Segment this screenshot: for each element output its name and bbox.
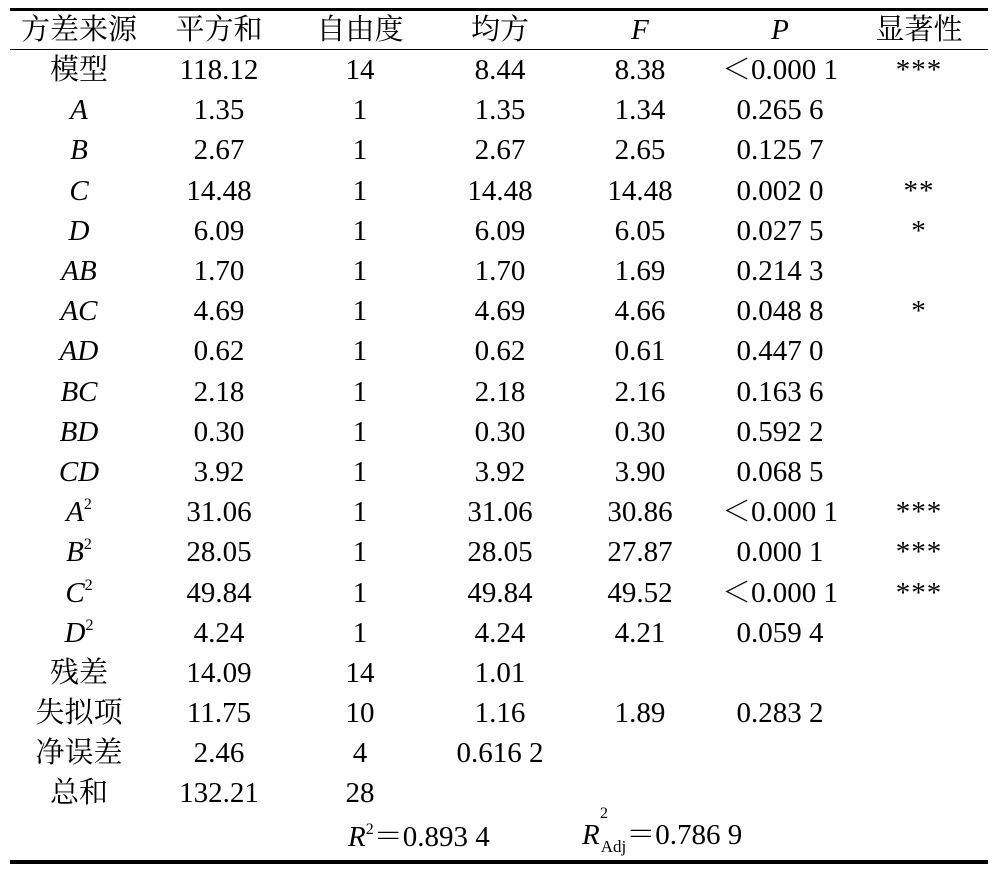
cell-p-value: 0.068 5 <box>736 455 824 488</box>
cell-degrees-of-freedom: 1 <box>352 576 368 609</box>
cell-mean-square: 6.09 <box>474 214 526 247</box>
cell-degrees-of-freedom: 1 <box>352 415 368 448</box>
cell-sum-of-squares: 4.24 <box>193 616 245 649</box>
cell-source <box>10 372 148 412</box>
cell-p-value <box>710 733 850 773</box>
cell-significance <box>850 412 988 452</box>
cell-sum-of-squares: 14.48 <box>186 174 252 207</box>
cell-mean-square: 1.16 <box>474 697 526 730</box>
cell-mean-square: 1.01 <box>474 656 526 689</box>
cell-source <box>10 211 148 251</box>
header-p-value: P <box>710 10 850 50</box>
cell-sum-of-squares: 49.84 <box>186 576 252 609</box>
footer-empty-3 <box>850 814 988 862</box>
cell-f-value <box>570 653 710 693</box>
source-label: D <box>68 214 90 247</box>
source-label: AD <box>59 335 99 368</box>
cell-source <box>10 50 148 91</box>
cell-sum-of-squares: 14.09 <box>186 656 252 689</box>
cell-f-value: 0.61 <box>614 335 666 368</box>
cell-source <box>10 251 148 291</box>
cell-mean-square: 0.62 <box>474 335 526 368</box>
r-adj-symbol: R <box>582 818 600 851</box>
cell-p-value: 0.000 1 <box>736 536 824 569</box>
cell-mean-square: 4.24 <box>474 616 526 649</box>
r-adj-sup: 2 <box>600 804 608 822</box>
table-row <box>10 452 988 492</box>
cell-sum-of-squares: 132.21 <box>179 777 259 810</box>
source-label: 失拟项 <box>35 697 123 730</box>
table-body <box>10 50 988 814</box>
cell-f-value: 8.38 <box>614 54 666 87</box>
cell-sum-of-squares: 0.62 <box>193 335 245 368</box>
table-row <box>10 211 988 251</box>
cell-source <box>10 733 148 773</box>
r-adj-value: ＝0.786 9 <box>626 818 743 851</box>
table-row <box>10 532 988 572</box>
cell-degrees-of-freedom: 1 <box>352 616 368 649</box>
cell-degrees-of-freedom: 1 <box>352 536 368 569</box>
cell-f-value: 6.05 <box>614 214 666 247</box>
source-label: B <box>66 536 84 569</box>
cell-significance: ** <box>903 174 935 207</box>
cell-degrees-of-freedom: 10 <box>345 697 375 730</box>
cell-mean-square: 14.48 <box>467 174 533 207</box>
source-label: D <box>64 616 86 649</box>
cell-significance <box>850 613 988 653</box>
cell-significance <box>850 653 988 693</box>
cell-significance <box>850 372 988 412</box>
cell-degrees-of-freedom: 1 <box>352 455 368 488</box>
cell-degrees-of-freedom: 1 <box>352 134 368 167</box>
header-degrees-of-freedom: 自由度 <box>290 10 430 50</box>
cell-sum-of-squares: 28.05 <box>186 536 252 569</box>
cell-f-value: 1.34 <box>614 94 666 127</box>
cell-f-value: 2.16 <box>614 375 666 408</box>
source-label: AB <box>61 255 97 288</box>
table-row <box>10 171 988 211</box>
cell-sum-of-squares: 6.09 <box>193 214 245 247</box>
r-squared-adjusted <box>570 804 850 862</box>
source-label: BD <box>59 415 99 448</box>
footer-empty-2 <box>148 814 290 862</box>
cell-significance <box>850 733 988 773</box>
cell-significance <box>850 452 988 492</box>
cell-degrees-of-freedom: 1 <box>352 174 368 207</box>
cell-source <box>10 412 148 452</box>
cell-f-value <box>570 773 710 813</box>
cell-mean-square <box>430 773 570 813</box>
cell-degrees-of-freedom: 1 <box>352 94 368 127</box>
cell-mean-square: 4.69 <box>474 295 526 328</box>
source-label: C <box>69 174 89 207</box>
cell-sum-of-squares: 1.35 <box>193 94 245 127</box>
cell-significance <box>850 130 988 170</box>
cell-significance: * <box>911 214 927 247</box>
source-exponent: 2 <box>83 496 92 514</box>
cell-sum-of-squares: 118.12 <box>179 54 259 87</box>
cell-mean-square: 31.06 <box>467 496 533 529</box>
cell-sum-of-squares: 4.69 <box>193 295 245 328</box>
source-label: A <box>66 496 84 529</box>
cell-p-value: 0.027 5 <box>736 214 824 247</box>
cell-f-value: 30.86 <box>607 496 673 529</box>
cell-p-value <box>710 653 850 693</box>
table-row <box>10 50 988 91</box>
cell-mean-square: 1.70 <box>474 255 526 288</box>
cell-source <box>10 653 148 693</box>
cell-source <box>10 572 148 612</box>
source-label: 残差 <box>49 656 108 689</box>
table-row <box>10 130 988 170</box>
cell-p-value: ＜0.000 1 <box>721 496 838 529</box>
cell-significance <box>850 773 988 813</box>
table-row <box>10 412 988 452</box>
cell-source <box>10 532 148 572</box>
cell-source <box>10 331 148 371</box>
cell-f-value: 49.52 <box>607 576 673 609</box>
cell-source <box>10 130 148 170</box>
cell-sum-of-squares: 1.70 <box>193 255 245 288</box>
header-mean-square: 均方 <box>430 10 570 50</box>
cell-p-value: 0.059 4 <box>736 616 824 649</box>
table-row <box>10 90 988 130</box>
cell-f-value: 1.69 <box>614 255 666 288</box>
cell-significance: *** <box>895 576 943 609</box>
cell-p-value: 0.002 0 <box>736 174 824 207</box>
source-label: A <box>70 94 88 127</box>
cell-p-value: 0.125 7 <box>736 134 824 167</box>
cell-significance: *** <box>895 54 943 87</box>
cell-mean-square: 3.92 <box>474 455 526 488</box>
cell-p-value: ＜0.000 1 <box>721 576 838 609</box>
cell-mean-square: 8.44 <box>474 54 526 87</box>
table-row <box>10 572 988 612</box>
table-row <box>10 653 988 693</box>
cell-degrees-of-freedom: 1 <box>352 214 368 247</box>
cell-degrees-of-freedom: 1 <box>352 375 368 408</box>
cell-mean-square: 0.616 2 <box>456 737 544 770</box>
cell-significance: *** <box>895 536 943 569</box>
cell-degrees-of-freedom: 1 <box>352 335 368 368</box>
cell-sum-of-squares: 2.46 <box>193 737 245 770</box>
cell-source <box>10 452 148 492</box>
cell-f-value: 27.87 <box>607 536 673 569</box>
source-exponent: 2 <box>83 536 92 554</box>
r-adj-sub: Adj <box>600 836 627 856</box>
cell-f-value: 1.89 <box>614 697 666 730</box>
cell-degrees-of-freedom: 28 <box>345 777 375 810</box>
cell-p-value: 0.163 6 <box>736 375 824 408</box>
footer-empty-1 <box>10 814 148 862</box>
source-exponent: 2 <box>84 576 93 594</box>
cell-mean-square: 2.67 <box>474 134 526 167</box>
cell-p-value: 0.447 0 <box>736 335 824 368</box>
header-f-value: F <box>570 10 710 50</box>
cell-degrees-of-freedom: 14 <box>345 656 375 689</box>
cell-significance: * <box>911 295 927 328</box>
cell-p-value: 0.283 2 <box>736 697 824 730</box>
cell-source <box>10 171 148 211</box>
cell-p-value: ＜0.000 1 <box>721 54 838 87</box>
cell-source <box>10 492 148 532</box>
anova-table <box>10 8 988 864</box>
cell-degrees-of-freedom: 1 <box>352 295 368 328</box>
table-row <box>10 613 988 653</box>
cell-sum-of-squares: 11.75 <box>186 697 252 730</box>
header-sum-of-squares: 平方和 <box>148 10 290 50</box>
table-row <box>10 773 988 813</box>
cell-p-value: 0.265 6 <box>736 94 824 127</box>
cell-p-value <box>710 773 850 813</box>
source-label: C <box>65 576 85 609</box>
cell-significance: *** <box>895 496 943 529</box>
source-label: B <box>70 134 88 167</box>
header-row <box>10 10 988 50</box>
cell-mean-square: 0.30 <box>474 415 526 448</box>
header-significance: 显著性 <box>850 10 988 50</box>
cell-sum-of-squares: 0.30 <box>193 415 245 448</box>
table-row <box>10 492 988 532</box>
cell-source <box>10 773 148 813</box>
cell-degrees-of-freedom: 4 <box>352 737 368 770</box>
source-label: BC <box>60 375 98 408</box>
cell-f-value <box>570 733 710 773</box>
source-label: 模型 <box>49 54 108 87</box>
cell-source <box>10 693 148 733</box>
cell-significance <box>850 331 988 371</box>
source-label: 总和 <box>49 777 108 810</box>
cell-p-value: 0.592 2 <box>736 415 824 448</box>
cell-significance <box>850 90 988 130</box>
cell-source <box>10 291 148 331</box>
r-squared-sup: 2 <box>365 820 374 838</box>
cell-source <box>10 90 148 130</box>
table-row <box>10 291 988 331</box>
cell-p-value: 0.048 8 <box>736 295 824 328</box>
cell-significance <box>850 251 988 291</box>
cell-f-value: 4.21 <box>614 616 666 649</box>
cell-sum-of-squares: 2.18 <box>193 375 245 408</box>
cell-mean-square: 2.18 <box>474 375 526 408</box>
table-row <box>10 251 988 291</box>
cell-degrees-of-freedom: 14 <box>345 54 375 87</box>
cell-f-value: 14.48 <box>607 174 673 207</box>
table-footer <box>10 804 988 862</box>
source-label: CD <box>58 455 100 488</box>
cell-degrees-of-freedom: 1 <box>352 255 368 288</box>
cell-p-value: 0.214 3 <box>736 255 824 288</box>
cell-mean-square: 1.35 <box>474 94 526 127</box>
cell-f-value: 2.65 <box>614 134 666 167</box>
r-squared <box>290 814 570 862</box>
table-row <box>10 372 988 412</box>
cell-f-value: 0.30 <box>614 415 666 448</box>
footer-row <box>10 814 988 862</box>
table-row <box>10 331 988 371</box>
header-source: 方差来源 <box>10 10 148 50</box>
cell-mean-square: 49.84 <box>467 576 533 609</box>
table-row <box>10 693 988 733</box>
source-exponent: 2 <box>85 616 94 634</box>
cell-sum-of-squares: 2.67 <box>193 134 245 167</box>
cell-f-value: 3.90 <box>614 455 666 488</box>
r-squared-symbol: R <box>348 820 366 853</box>
cell-f-value: 4.66 <box>614 295 666 328</box>
cell-sum-of-squares: 3.92 <box>193 455 245 488</box>
cell-sum-of-squares: 31.06 <box>186 496 252 529</box>
source-label: AC <box>60 295 98 328</box>
cell-source <box>10 613 148 653</box>
table-header <box>10 10 988 50</box>
source-label: 净误差 <box>35 737 123 770</box>
table-row <box>10 733 988 773</box>
r-squared-value: ＝0.893 4 <box>373 820 490 853</box>
cell-degrees-of-freedom: 1 <box>352 496 368 529</box>
cell-significance <box>850 693 988 733</box>
cell-mean-square: 28.05 <box>467 536 533 569</box>
